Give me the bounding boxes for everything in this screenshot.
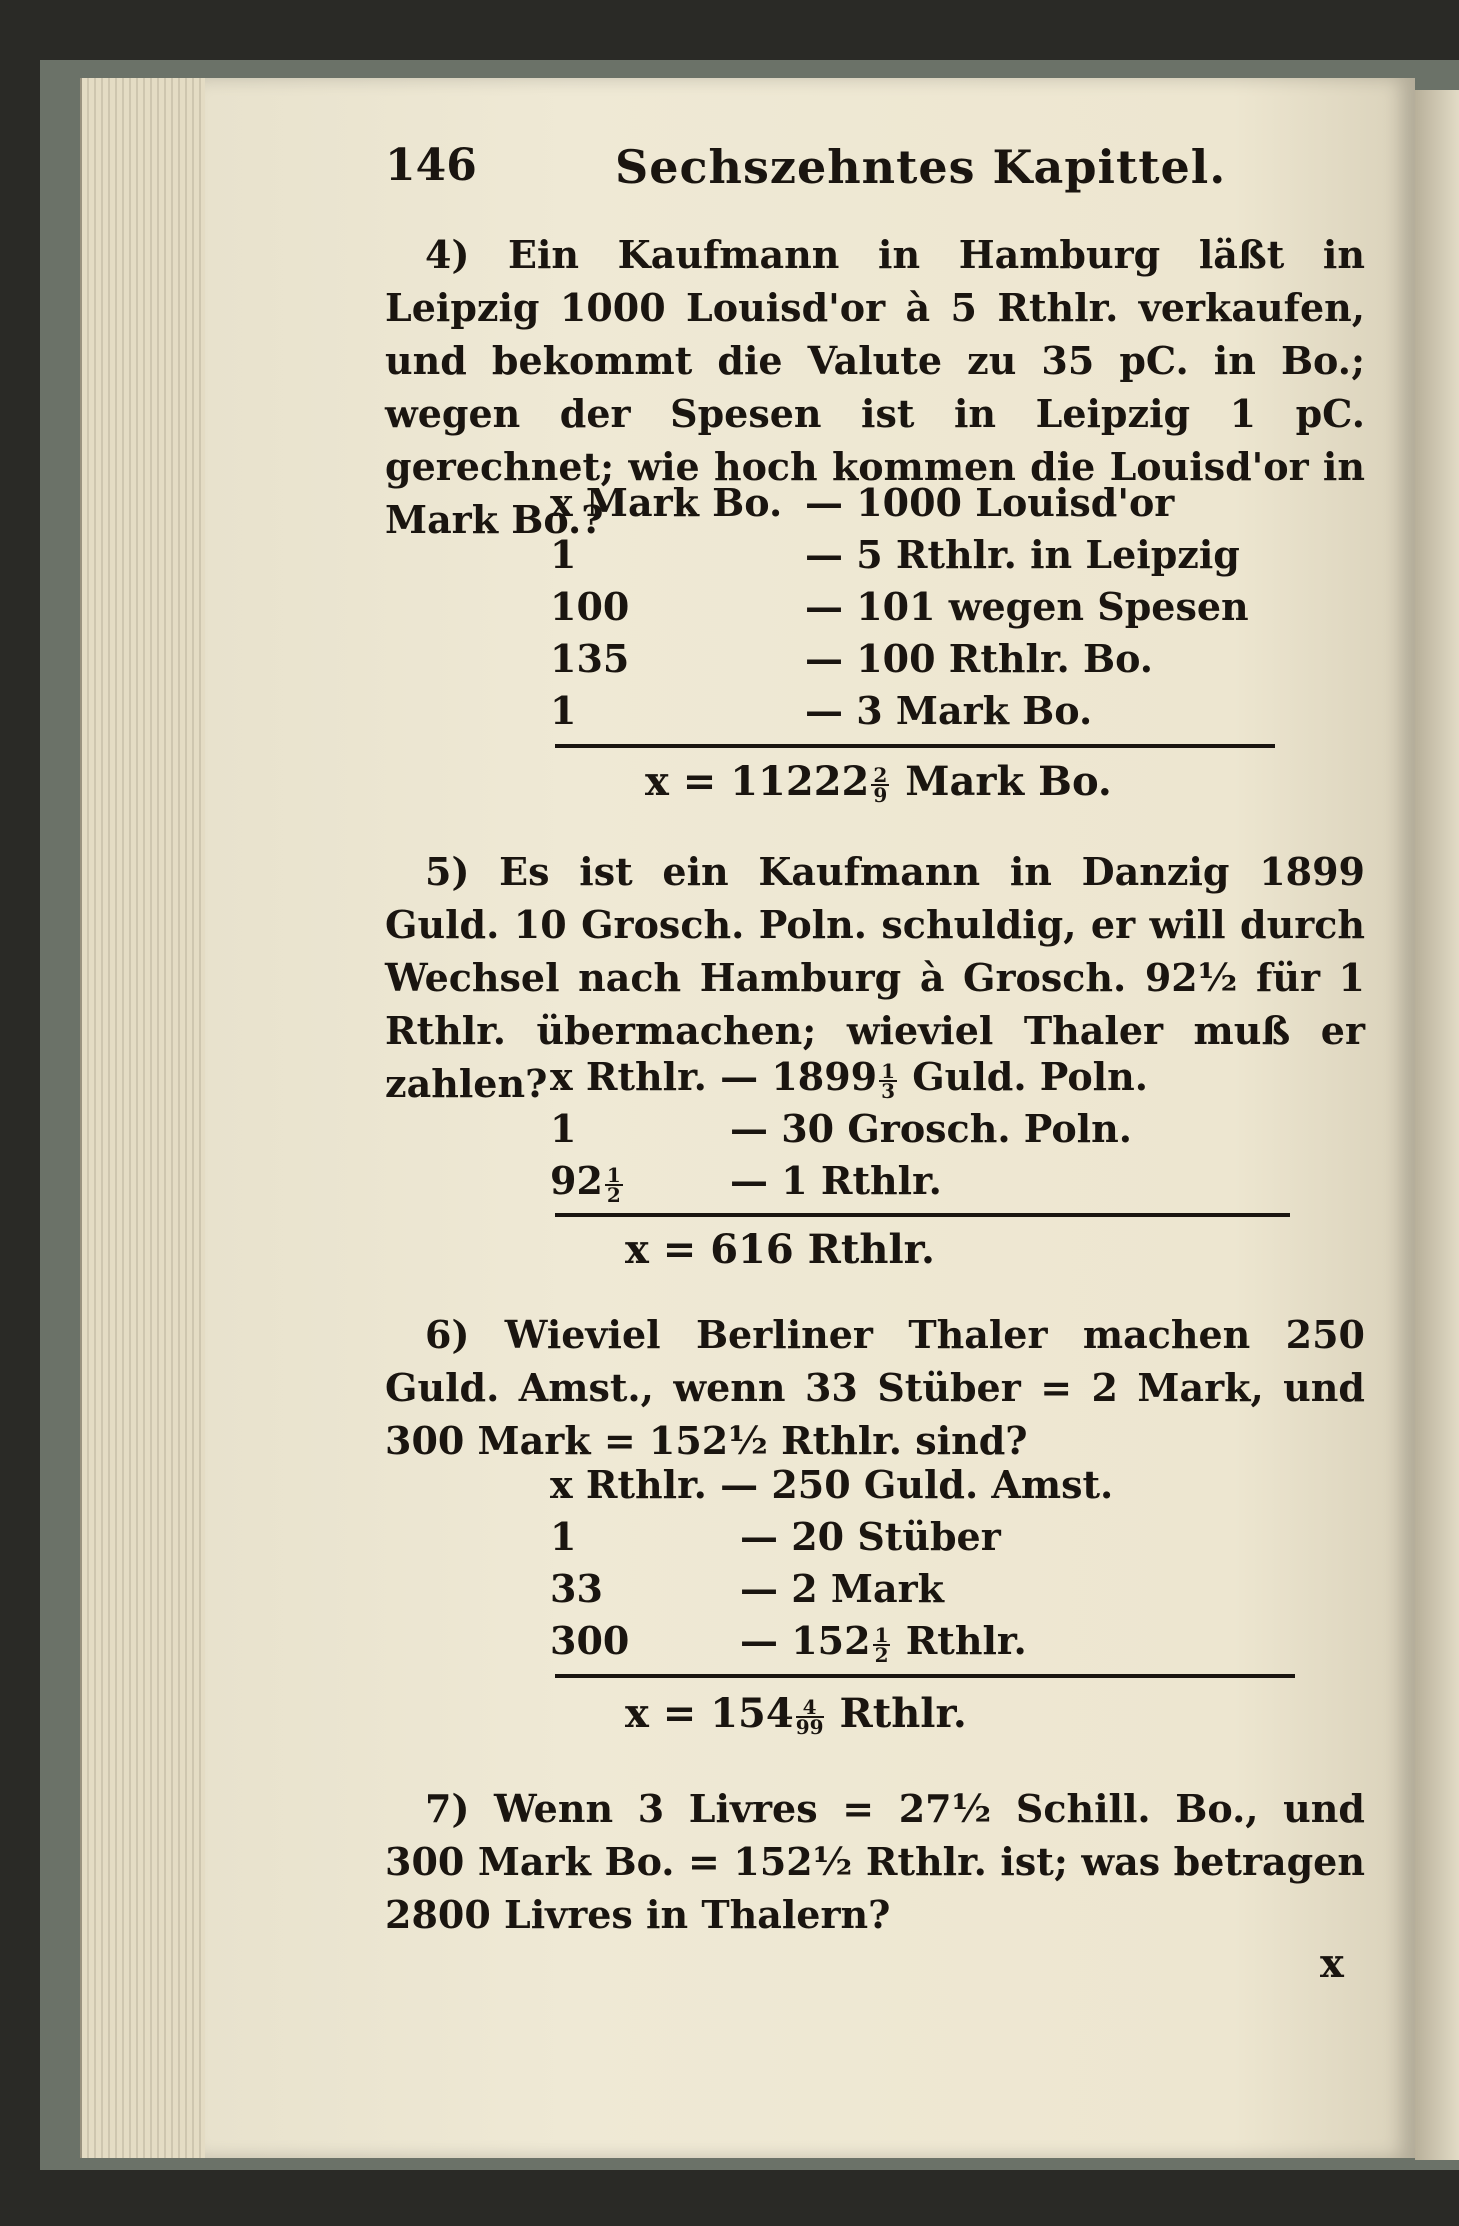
calc-row	[550, 686, 576, 736]
page-header	[385, 140, 1365, 200]
sum-rule	[555, 744, 1275, 748]
calc-right: 100 Rthlr. Bo.	[856, 636, 1153, 681]
fraction-denominator: 2	[874, 1642, 889, 1667]
fraction-numerator: 4	[796, 1698, 824, 1718]
calc-row	[550, 1616, 629, 1666]
calc-right: 20 Stüber	[791, 1514, 1001, 1559]
calc-row	[550, 1104, 576, 1154]
calc-fraction	[605, 1162, 623, 1207]
problem-text: 6) Wieviel Berliner Thaler machen 250 Guld. Amst., wenn 33 Stüber = 2 Mark, und 300 Mark = 152½ Rthlr. sind?	[385, 1312, 1365, 1463]
calc-row	[805, 478, 1174, 528]
calc-dash: —	[740, 1566, 778, 1611]
calc-row	[730, 1156, 942, 1206]
calc-row	[550, 478, 782, 528]
result-value: x = 154	[625, 1690, 794, 1737]
calc-left: 1	[550, 532, 577, 577]
calc-right: 3 Mark Bo.	[856, 688, 1093, 733]
calc-right: 1000 Louisd'or	[856, 480, 1175, 525]
calc-row	[550, 582, 629, 632]
result-fraction	[871, 763, 889, 807]
calc-left: x Mark Bo.	[550, 480, 783, 525]
page-edges	[80, 78, 212, 2158]
fraction-numerator: 1	[606, 1162, 621, 1187]
calc-left: 135	[550, 636, 630, 681]
calc-unit: Guld. Poln.	[912, 1054, 1148, 1099]
calc-row	[550, 1512, 576, 1562]
sum-rule	[555, 1674, 1295, 1678]
running-title: Sechszehntes Kapittel.	[615, 140, 1227, 194]
calc-dash: —	[720, 1462, 759, 1507]
calc-fraction	[873, 1622, 891, 1667]
calc-left: 1	[550, 1514, 577, 1559]
calc-dash: —	[720, 1054, 759, 1099]
calc-left: 33	[550, 1566, 603, 1611]
page-number: 146	[385, 140, 477, 191]
calc-result	[625, 1226, 935, 1273]
calc-right: 30 Grosch. Poln.	[781, 1106, 1132, 1151]
calc-row	[805, 686, 1092, 736]
calc-row	[550, 530, 576, 580]
fraction-numerator: 1	[874, 1622, 889, 1647]
calc-row	[550, 1564, 603, 1614]
calc-right: 152	[791, 1618, 871, 1663]
calc-left: x Rthlr.	[550, 1462, 707, 1507]
problem-text: 7) Wenn 3 Livres = 27½ Schill. Bo., und 300 Mark Bo. = 152½ Rthlr. ist; was betragen 2800 Livres in Thalern?	[385, 1786, 1365, 1937]
sum-rule	[555, 1213, 1290, 1217]
calc-dash: —	[805, 636, 843, 681]
calc-dash: —	[805, 480, 843, 525]
calc-row	[550, 1460, 1113, 1510]
calc-dash: —	[805, 584, 843, 629]
calc-unit: Rthlr.	[905, 1618, 1027, 1663]
calc-left: 92	[550, 1158, 603, 1203]
calc-row	[550, 1156, 625, 1206]
problem-text: 5) Es ist ein Kaufmann in Danzig 1899 Guld. 10 Grosch. Poln. schuldig, er will durch Wechsel nach Hamburg à Grosch. 92½ für 1 Rthlr. übermachen; wieviel Thaler muß er zahlen?	[385, 849, 1365, 1106]
calc-row	[805, 530, 1240, 580]
calc-dash: —	[740, 1618, 778, 1663]
result-value: x = 616 Rthlr.	[625, 1226, 935, 1273]
result-unit: Mark Bo.	[905, 758, 1112, 805]
calc-right: 5 Rthlr. in Leipzig	[856, 532, 1240, 577]
calc-left: 300	[550, 1618, 630, 1663]
calc-left: 1	[550, 688, 577, 733]
calc-row	[550, 1052, 1148, 1102]
calc-left: x Rthlr.	[550, 1054, 707, 1099]
calc-right: 1899	[771, 1054, 878, 1099]
calc-row	[805, 582, 1249, 632]
calc-row	[805, 634, 1153, 684]
problem-7	[385, 1782, 1365, 1941]
calc-fraction	[879, 1058, 897, 1103]
calc-dash: —	[730, 1158, 768, 1203]
calc-dash: —	[805, 532, 843, 577]
facing-page-edge	[1415, 90, 1459, 2160]
calc-row	[740, 1564, 944, 1614]
calc-right: 250 Guld. Amst.	[771, 1462, 1114, 1507]
calc-left: 1	[550, 1106, 577, 1151]
calc-result	[625, 1690, 967, 1737]
calc-row	[550, 634, 629, 684]
calc-dash: —	[805, 688, 843, 733]
calc-row	[730, 1104, 1132, 1154]
calc-result	[645, 758, 1112, 805]
calc-right: 2 Mark	[791, 1566, 944, 1611]
fraction-numerator: 1	[881, 1058, 895, 1083]
problem-text: 4) Ein Kaufmann in Hamburg läßt in Leipzig 1000 Louisd'or à 5 Rthlr. verkaufen, und bekommt die Valute zu 35 pC. in Bo.; wegen der Spesen ist in Leipzig 1 pC. gerechnet; wie hoch kommen die Louisd'or in Mark Bo.?	[385, 232, 1365, 542]
calc-row	[740, 1616, 1027, 1666]
calc-dash: —	[730, 1106, 768, 1151]
fraction-numerator: 2	[873, 763, 888, 787]
fraction-denominator: 9	[873, 783, 888, 807]
catchword: x	[1320, 1940, 1344, 1987]
result-unit: Rthlr.	[839, 1690, 967, 1737]
result-fraction	[795, 1695, 824, 1739]
calc-row	[740, 1512, 1001, 1562]
calc-dash: —	[740, 1514, 778, 1559]
fraction-denominator: 3	[881, 1078, 895, 1103]
calc-right: 1 Rthlr.	[781, 1158, 942, 1203]
result-value: x = 11222	[645, 758, 870, 805]
problem-6	[385, 1308, 1365, 1467]
calc-left: 100	[550, 584, 630, 629]
calc-right: 101 wegen Spesen	[856, 584, 1249, 629]
fraction-denominator: 2	[606, 1182, 621, 1207]
fraction-denominator: 99	[795, 1715, 824, 1739]
